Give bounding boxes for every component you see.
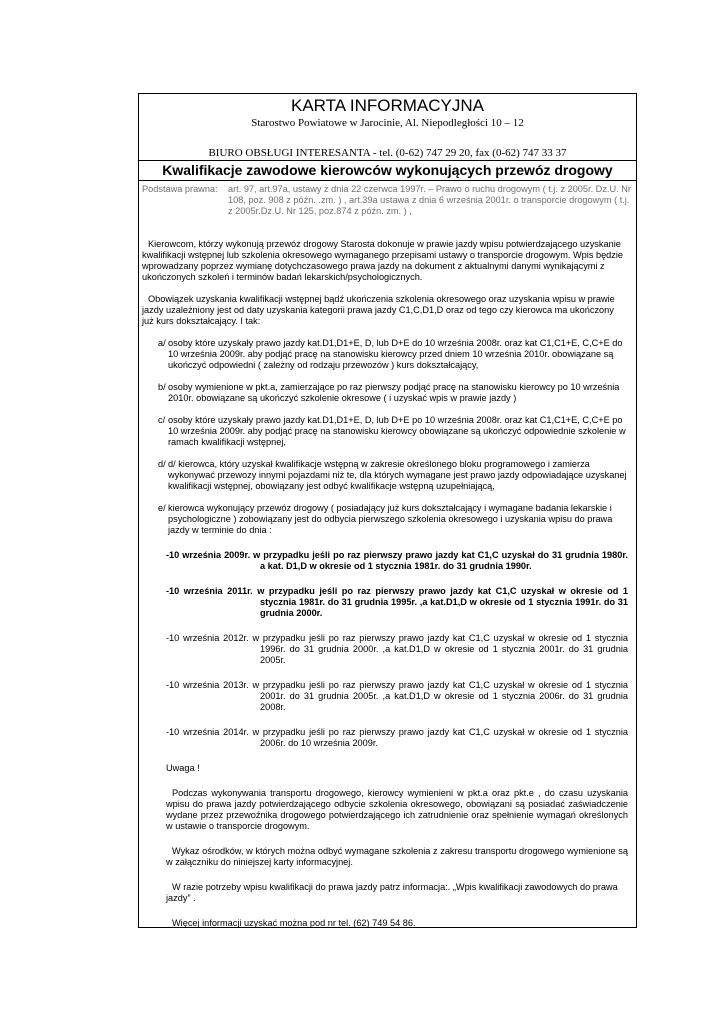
list-text: osoby które uzyskały prawo jazdy kat.D1,D1+E, D, lub D+E po 10 września 2008r. oraz kat C1,C1+E, C,C+E po 10 września 2009r. aby podjąć pracę na stanowisku kierowcy obowiązane są ukończyć odpowiednie szkolenie w ramach kwalifikacji wstępnej, [168,415,626,447]
deadline-item [166,550,628,572]
list-text: osoby wymienione w pkt.a, zamierzające po raz pierwszy podjąć pracę na stanowisku kierowcy po 10 września 2010r. obowiązane są ukończyć szkolenie okresowe ( i uzyskać wpis w prawie jazdy ) [168,382,620,403]
list-text: kierowca wykonujący przewóz drogowy ( posiadający już kurs dokształcający i wymagane badania lekarskie i psychologiczne ) zobowiązany jest do odbycia pierwszego szkolenia okresowego i uzyskania wpisu do prawa jazdy w terminie do dnia : [168,503,613,535]
deadline-date: -10 września 2013r. [166,680,249,690]
subject-heading: Kwalifikacje zawodowe kierowców wykonujących przewóz drogowy [139,161,636,181]
note-paragraph: Podczas wykonywania transportu drogowego, kierowcy wymienieni w pkt.a oraz pkt.e , do czasu uzyskania wpisu do prawa jazdy potwierdzającego odbycie szkolenia okresowego, obowiązani są posiadać zaświadczenie wydane przez przewoźnika drogowego potwierdzającego ich zatrudnienie oraz spełnienie wymagań określonych w ustawie o transporcie drogowym. [166,788,628,831]
deadline-text: w przypadku jeśli po raz pierwszy prawo jazdy kat C1,C uzyskał w okresie od 1 stycznia 2006r. do 10 września 2009r. [252,727,628,748]
legal-basis [139,181,636,217]
list-marker: a/ [158,338,166,348]
bureau-contact: BIURO OBSŁUGI INTERESANTA - tel. (0-62) 747 29 20, fax (0-62) 747 33 37 [208,147,567,159]
deadline-date: -10 września 2011r. [166,586,253,596]
contact-paragraph: Więcej informacji uzyskać można pod nr tel. (62) 749 54 86. [172,918,416,928]
deadline-text: w przypadku jeśli po raz pierwszy prawo jazdy kat C1,C uzyskał w okresie od 1 stycznia 1981r. do 31 grudnia 1995r. ,a kat.D1,D w okresie od 1 stycznia 1991r. do 31 grudnia 2000r. [257,586,628,618]
note-paragraph: W razie potrzeby wpisu kwalifikacji do prawa jazdy patrz informacja:. „Wpis kwalifikacji zawodowych do prawa jazdy” . [166,882,618,903]
legal-basis-text: art. 97, art.97a, ustawy z dnia 22 czerwca 1997r. – Prawo o ruchu drogowym ( t.j. z 2005r. Dz.U. Nr 108, poz. 908 z późn. .zm. ) , art.39a ustawa z dnia 6 września 2001r. o transporcie drogowym ( t.j. z 2005r.Dz.U. Nr 125, poz.874 z późn. zm. ) , [228,184,631,216]
deadline-item [166,586,628,619]
deadline-text: w przypadku jeśli po raz pierwszy prawo jazdy kat C1,C uzyskał do 31 grudnia 1980r. a kat. D1,D w okresie od 1 stycznia 1981r. do 31 grudnia 1990r. [253,550,628,571]
deadline-text: w przypadku jeśli po raz pierwszy prawo jazdy kat C1,C uzyskał w okresie od 1 stycznia 2001r. do 31 grudnia 2005r. ,a kat.D1,D w okresie od 1 stycznia 2006r. do 31 grudnia 2008r. [252,680,628,712]
intro-paragraph: Kierowcom, którzy wykonują przewóz drogowy Starosta dokonuje w prawie jazdy wpisu potwierdzającego uzyskanie kwalifikacji wstępnej lub szkolenia okresowego wymaganego przepisami ustawy o transporcie drogowym. Wpis będzie wprowadzany poprzez wymianę dotychczasowego prawa jazdy na dokument z aktualnymi danymi wynikającymi z ukończonych szkoleń i terminów badań lekarskich/psychologicznych. [142,239,624,282]
office-address: Starostwo Powiatowe w Jarocinie, Al. Niepodległości 10 – 12 [251,117,524,129]
note-paragraph: Wykaz ośrodków, w których można odbyć wymagane szkolenia z zakresu transportu drogowego wymienione są w załączniku do niniejszej karty informacyjnej. [166,846,628,867]
note-label: Uwaga ! [166,763,200,773]
list-item [142,382,628,404]
list-item [142,503,628,536]
deadline-date: -10 września 2009r. [166,550,251,560]
deadline-text: w przypadku jeśli po raz pierwszy prawo jazdy kat C1,C uzyskał w okresie od 1 stycznia 1996r. do 31 grudnia 2000r. ,a kat.D1,D w okresie od 1 stycznia 2001r. do 31 grudnia 2005r. [252,633,628,665]
list-marker: c/ [158,415,166,425]
deadline-item [166,680,628,713]
card-header [139,94,636,161]
list-marker: b/ [158,382,166,392]
page-title: KARTA INFORMACYJNA [290,96,484,115]
deadline-date: -10 września 2014r. [166,727,249,737]
list-text: d/ kierowca, który uzyskał kwalifikacje wstępną w zakresie określonego bloku programowego i zamierza wykonywać przewozy innymi pojazdami niż te, dla których wymagane jest prawo jazdy odpowiadające uzyskanej kwalifikacji wstępnej, obowiązany jest odbyć kwalifikacje wstępną uzupełniającą, [168,459,627,491]
deadline-item [166,727,628,749]
deadline-date: -10 września 2012r. [166,633,249,643]
list-item [142,338,628,371]
list-text: osoby które uzyskały prawo jazdy kat.D1,D1+E, D, lub D+E do 10 września 2008r. oraz kat C1,C1+E, C,C+E do 10 września 2009r. aby podjąć pracę na stanowisku kierowcy przed dniem 10 września 2010r. obowiązane są ukończyć odpowiedni ( zależny od rodzaju przewozów ) kurs dokształcający, [168,338,623,370]
list-marker: d/ [158,459,166,469]
list-item [142,415,628,448]
list-marker: e/ [158,503,166,513]
obligation-paragraph: Obowiązek uzyskania kwalifikacji wstępnej bądź ukończenia szkolenia okresowego oraz uzyskania wpisu w prawie jazdy uzależniony jest od daty uzyskania kategorii prawa jazdy C1,C,D1,D oraz od tego czy kierowca ma ukończony już kurs dokształcający. I tak: [142,294,615,326]
legal-basis-label: Podstawa prawna: [142,184,218,194]
deadline-item [166,633,628,666]
information-card [138,93,637,928]
list-item [142,459,628,492]
